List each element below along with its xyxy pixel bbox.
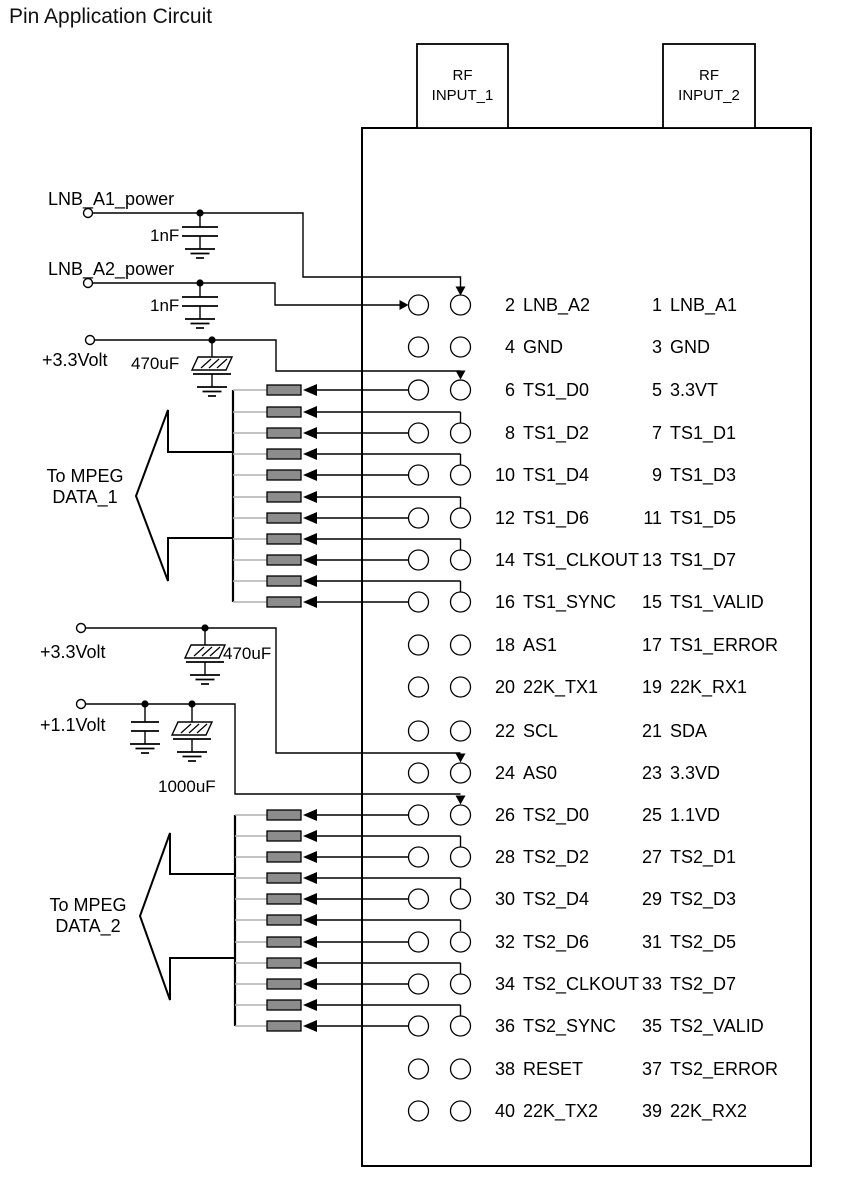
resistor xyxy=(267,831,301,841)
pin-row xyxy=(0,762,841,784)
arrowhead-left-icon xyxy=(303,406,317,418)
pin-name-left: TS2_D2 xyxy=(523,847,590,867)
pin-row xyxy=(0,931,841,953)
pin-row xyxy=(0,634,841,656)
pin-name-right: 3.3VT xyxy=(670,380,719,400)
pin-name-right: 22K_RX2 xyxy=(670,1101,748,1121)
pin-number-left: 16 xyxy=(494,592,515,612)
pin-number-left: 32 xyxy=(494,932,515,952)
pin-name-right: TS1_ERROR xyxy=(670,635,779,655)
v11-label: +1.1Volt xyxy=(40,715,106,735)
v11-cap-value: 1000uF xyxy=(158,777,216,796)
resistor xyxy=(267,449,301,459)
lnb-a2-power-label: LNB_A2_power xyxy=(48,259,175,279)
pin-name-left: AS1 xyxy=(523,635,558,655)
pin-number-left: 36 xyxy=(494,1016,515,1036)
pin-row xyxy=(0,973,841,995)
pin-row xyxy=(0,549,841,571)
pin-number-right: 27 xyxy=(641,847,662,867)
pin-number-left: 20 xyxy=(494,677,515,697)
pin-row xyxy=(0,294,841,316)
pin-name-left: TS2_D0 xyxy=(523,805,590,825)
pin-name-left: TS2_SYNC xyxy=(523,1016,617,1036)
pin-row xyxy=(0,1015,841,1037)
pin-name-right: TS1_D5 xyxy=(670,508,737,528)
resistor xyxy=(267,958,301,968)
pin-number-left: 12 xyxy=(494,508,515,528)
pin-number-right: 5 xyxy=(651,380,662,400)
pin-name-left: TS1_D0 xyxy=(523,380,590,400)
pin-number-right: 37 xyxy=(641,1059,662,1079)
pin-name-left: GND xyxy=(523,337,563,357)
pin-number-right: 15 xyxy=(641,592,662,612)
terminal-circle xyxy=(77,700,86,709)
arrowhead-left-icon xyxy=(303,999,317,1011)
pin-number-right: 1 xyxy=(651,295,662,315)
pin-row xyxy=(0,846,841,868)
pin-number-right: 9 xyxy=(651,465,662,485)
pin-number-left: 26 xyxy=(494,805,515,825)
pin-name-right: GND xyxy=(670,337,710,357)
pin-name-left: TS2_CLKOUT xyxy=(523,974,640,994)
resistor xyxy=(267,873,301,883)
pin-number-right: 33 xyxy=(641,974,662,994)
terminal-circle xyxy=(84,209,93,218)
pin-row xyxy=(0,422,841,444)
pin-number-right: 21 xyxy=(641,721,662,741)
arrowhead-left-icon xyxy=(303,957,317,969)
pin-number-left: 38 xyxy=(494,1059,515,1079)
pin-row xyxy=(0,1058,841,1080)
v33-digital-label: +3.3Volt xyxy=(40,642,106,662)
pin-row xyxy=(0,336,841,358)
rf-input-1-line1: RF xyxy=(452,67,473,84)
pin-name-right: TS2_D3 xyxy=(670,889,737,909)
mpeg-data2-line1: To MPEG xyxy=(49,895,127,915)
pin-row xyxy=(0,676,841,698)
pin-number-right: 13 xyxy=(641,550,662,570)
pin-number-left: 2 xyxy=(504,295,515,315)
pin-number-left: 18 xyxy=(494,635,515,655)
pin-name-left: RESET xyxy=(523,1059,584,1079)
pin-number-left: 8 xyxy=(504,423,515,443)
pin-name-right: TS2_D5 xyxy=(670,932,737,952)
pin-row xyxy=(0,888,841,910)
pin-name-left: TS2_D4 xyxy=(523,889,590,909)
terminal-circle xyxy=(84,279,93,288)
pin-number-right: 25 xyxy=(641,805,662,825)
pin-name-left: LNB_A2 xyxy=(523,295,591,315)
rf-input-1-box xyxy=(417,44,508,128)
pin-name-right: SDA xyxy=(670,721,708,741)
rf-input-2-line2: INPUT_2 xyxy=(678,87,740,104)
pin-number-right: 19 xyxy=(641,677,662,697)
pin-row xyxy=(0,507,841,529)
pin-name-right: TS1_D7 xyxy=(670,550,737,570)
pin-name-right: TS1_VALID xyxy=(670,592,764,612)
resistor xyxy=(267,534,301,544)
pin-number-right: 39 xyxy=(641,1101,662,1121)
pin-name-left: TS1_D6 xyxy=(523,508,590,528)
pin-name-right: TS1_D3 xyxy=(670,465,737,485)
pin-number-left: 28 xyxy=(494,847,515,867)
lnb-a2-cap-value: 1nF xyxy=(150,296,180,315)
resistor xyxy=(267,407,301,417)
pin-name-left: TS1_D2 xyxy=(523,423,590,443)
v33-tuner-label: +3.3Volt xyxy=(42,350,108,370)
pin-number-left: 10 xyxy=(494,465,515,485)
resistor xyxy=(267,1000,301,1010)
resistor xyxy=(267,492,301,502)
pin-row xyxy=(0,804,841,826)
electrolytic-capacitor-icon xyxy=(192,357,232,370)
pin-name-right: TS2_VALID xyxy=(670,1016,764,1036)
pin-name-right: TS2_ERROR xyxy=(670,1059,779,1079)
pin-number-right: 23 xyxy=(641,763,662,783)
pin-name-left: TS1_D4 xyxy=(523,465,590,485)
pin-number-left: 34 xyxy=(494,974,515,994)
mpeg-data1-line2: DATA_1 xyxy=(52,487,118,507)
resistor xyxy=(267,576,301,586)
pin-name-right: 1.1VD xyxy=(670,805,721,825)
pin-number-right: 7 xyxy=(651,423,662,443)
pin-name-left: 22K_TX1 xyxy=(523,677,599,697)
pin-row xyxy=(0,464,841,486)
pin-name-right: 22K_RX1 xyxy=(670,677,748,697)
pin-row xyxy=(0,591,841,613)
rf-input-2-line1: RF xyxy=(699,67,719,84)
pin-number-right: 29 xyxy=(641,889,662,909)
resistor xyxy=(267,915,301,925)
pin-number-left: 22 xyxy=(494,721,515,741)
pin-name-right: TS1_D1 xyxy=(670,423,737,443)
pin-number-right: 35 xyxy=(641,1016,662,1036)
pin-name-right: LNB_A1 xyxy=(670,295,738,315)
pin-name-right: 3.3VD xyxy=(670,763,721,783)
mpeg-data2-line2: DATA_2 xyxy=(55,916,121,936)
pin-name-left: SCL xyxy=(523,721,559,741)
rf-input-2-box xyxy=(663,44,755,128)
arrowhead-left-icon xyxy=(303,830,317,842)
pin-number-right: 31 xyxy=(641,932,662,952)
pin-row xyxy=(0,720,841,742)
arrowhead-left-icon xyxy=(303,491,317,503)
lnb-a1-cap-value: 1nF xyxy=(150,226,180,245)
mpeg-data1-line1: To MPEG xyxy=(46,466,124,486)
pin-number-left: 40 xyxy=(494,1101,515,1121)
v33-digital-cap-value: 470uF xyxy=(223,644,272,663)
arrowhead-left-icon xyxy=(303,575,317,587)
pin-row xyxy=(0,379,841,401)
pin-number-left: 4 xyxy=(504,337,515,357)
pin-number-left: 30 xyxy=(494,889,515,909)
pin-number-right: 17 xyxy=(641,635,662,655)
pin-name-left: TS1_CLKOUT xyxy=(523,550,640,570)
pin-number-right: 3 xyxy=(651,337,662,357)
pin-name-right: TS2_D7 xyxy=(670,974,737,994)
rf-input-1-line2: INPUT_1 xyxy=(431,87,494,104)
pin-row xyxy=(0,1100,841,1122)
pin-number-left: 14 xyxy=(494,550,515,570)
pin-number-right: 11 xyxy=(643,508,662,528)
arrowhead-left-icon xyxy=(303,448,317,460)
pin-name-right: TS2_D1 xyxy=(670,847,737,867)
page-title: Pin Application Circuit xyxy=(9,5,213,28)
arrowhead-left-icon xyxy=(303,533,317,545)
pin-number-left: 6 xyxy=(504,380,515,400)
v33-tuner-cap-value: 470uF xyxy=(131,354,180,373)
terminal-circle xyxy=(77,624,86,633)
pin-name-left: TS2_D6 xyxy=(523,932,590,952)
pin-name-left: TS1_SYNC xyxy=(523,592,617,612)
pin-name-left: 22K_TX2 xyxy=(523,1101,599,1121)
arrowhead-left-icon xyxy=(303,872,317,884)
arrowhead-left-icon xyxy=(303,914,317,926)
pin-number-left: 24 xyxy=(494,763,515,783)
pin-name-left: AS0 xyxy=(523,763,558,783)
lnb-a1-power-label: LNB_A1_power xyxy=(48,189,175,209)
